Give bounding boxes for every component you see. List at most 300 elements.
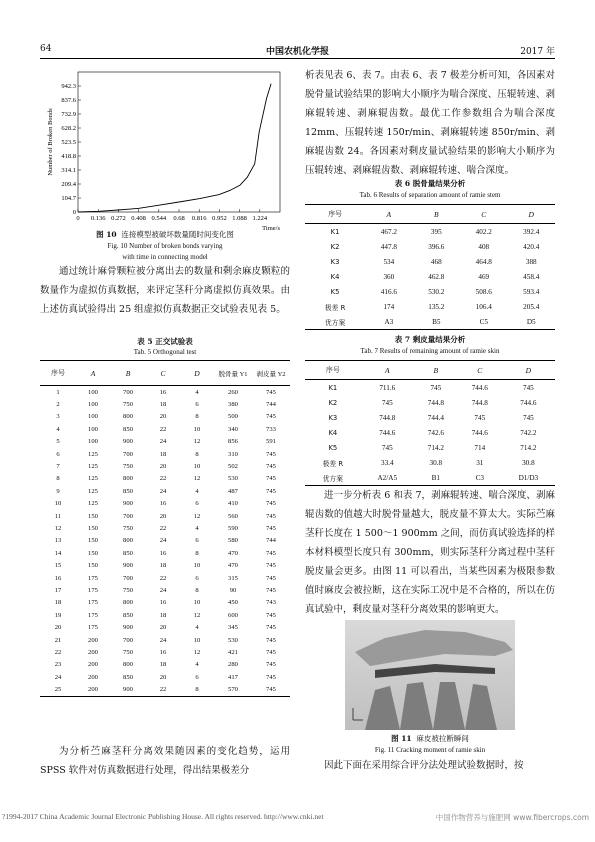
table-cell: 750	[123, 648, 133, 656]
table-cell: 12	[193, 648, 201, 656]
x-tick-label: 1.224	[252, 215, 268, 222]
table-row	[40, 547, 290, 559]
table-row	[40, 436, 290, 448]
table-cell: 392.4	[523, 227, 540, 236]
plot-frame	[78, 72, 280, 212]
table-cell: 450	[228, 599, 238, 607]
table-cell: 714	[474, 443, 486, 452]
table-row	[305, 224, 555, 240]
table-cell: 4	[195, 624, 199, 632]
table-cell: 4	[195, 661, 199, 669]
table-cell: 16	[159, 648, 167, 656]
table-row	[40, 498, 290, 510]
table-row	[305, 440, 555, 455]
table-cell: 850	[123, 549, 133, 557]
table-cell: 6	[195, 574, 199, 582]
table-cell: 745	[266, 673, 276, 681]
table-cell: 8	[56, 475, 60, 483]
table-row	[40, 460, 290, 472]
table-cell: 800	[123, 599, 133, 607]
table7-header: 序号	[325, 366, 340, 374]
table-row	[40, 485, 290, 497]
table-cell: 1	[56, 388, 60, 396]
table-cell: 750	[123, 524, 133, 532]
table-cell: 22	[159, 475, 167, 483]
table-cell: 24	[54, 673, 62, 681]
table-cell: 745	[266, 475, 276, 483]
table6-title-cn: 表 6 脱骨量结果分析	[394, 179, 466, 188]
table-cell: 580	[228, 537, 238, 545]
table-cell: 极差 R	[324, 303, 346, 312]
table-row	[40, 411, 290, 423]
table-cell: 10	[54, 500, 62, 508]
table-cell: 8	[195, 586, 199, 594]
fig10-caption-en-1: Fig. 10 Number of broken bonds varying	[107, 242, 223, 250]
table-cell: 22	[54, 648, 62, 656]
table-cell: 744.8	[471, 398, 488, 407]
y-tick-label: 418.8	[61, 153, 76, 160]
table7-header: C	[477, 365, 483, 375]
table-cell: 744.6	[471, 428, 488, 437]
table-cell: 600	[228, 611, 238, 619]
table-cell: 750	[123, 401, 133, 409]
x-tick-label: 0.544	[151, 215, 167, 222]
table-cell: 5	[56, 438, 60, 446]
table-cell: 6	[56, 450, 60, 458]
table-cell: 745	[266, 648, 276, 656]
table-cell: 744.8	[379, 413, 396, 422]
table-cell: 464.8	[475, 257, 492, 266]
right-paragraph-2: 进一步分析表 6 和表 7，剥麻辊转速、喘合深度、剥麻辊齿数的值越大时脱骨量越大，脱皮量不算太大。实际苎麻茎秆长度在 1 500～1 900mm 之间，而仿真试验选择的样本材料模型长度只有 300mm，则实际茎秆分离过程中茎秆脱皮量会更多。由图 11 可以看出，当某些因素为极限参数值时麻皮会被拉断，这在实际工况中是不合格的，所以在仿真试验中，剩皮量对茎秆分离效果的影响更大。	[305, 490, 555, 615]
table-cell: 15	[54, 562, 62, 570]
t5-header-y2: 剥皮量 Y2	[256, 370, 286, 378]
table-cell: 487	[228, 487, 238, 495]
table-cell: K5	[328, 443, 338, 452]
table-cell: 175	[88, 611, 98, 619]
fig10-caption-cn	[45, 229, 285, 240]
table-row	[305, 410, 555, 425]
table-cell: 21	[54, 636, 62, 644]
table-cell: 24	[159, 487, 167, 495]
table-cell: K3	[330, 257, 340, 266]
table-cell: 6	[195, 401, 199, 409]
table-cell: 345	[228, 624, 238, 632]
table-cell: 175	[88, 599, 98, 607]
table-cell: K3	[328, 413, 338, 422]
table-cell: 125	[88, 487, 98, 495]
table-cell: 850	[123, 487, 133, 495]
table-cell: 530	[228, 475, 238, 483]
table-cell: 14	[54, 549, 62, 557]
table-cell: 18	[159, 562, 167, 570]
table-cell: 8	[195, 686, 199, 694]
table-cell: 900	[123, 686, 133, 694]
table-cell: 421	[228, 648, 238, 656]
y-tick-label: 104.7	[61, 195, 76, 202]
table-cell: A3	[384, 317, 394, 326]
x-tick-label: 0.408	[131, 215, 146, 222]
table-cell: 900	[123, 562, 133, 570]
table-cell: 100	[88, 413, 98, 421]
table-row	[40, 448, 290, 460]
fig11-title-cn: 麻皮被拉断瞬间	[416, 734, 469, 743]
table-cell: 470	[228, 549, 238, 557]
table-row	[40, 398, 290, 410]
table-cell: 711.6	[379, 383, 396, 392]
table-cell: 22	[159, 524, 167, 532]
table-cell: 16	[54, 574, 62, 582]
journal-name: 中国农机化学报	[265, 47, 329, 57]
table-cell: 20	[159, 624, 167, 632]
table-cell: 100	[88, 401, 98, 409]
table-cell: 24	[159, 636, 167, 644]
y-tick-label: 523.5	[61, 139, 76, 146]
table-row	[40, 584, 290, 596]
table-cell: 590	[228, 524, 238, 532]
table-cell: 20	[159, 673, 167, 681]
table-cell: 743	[266, 599, 276, 607]
table-cell: 200	[88, 661, 98, 669]
table-cell: 200	[88, 636, 98, 644]
table-cell: 150	[88, 524, 98, 532]
table-cell: 10	[193, 599, 201, 607]
table-cell: K5	[330, 287, 340, 296]
table6-header: C	[481, 209, 487, 219]
table-row	[40, 522, 290, 534]
table-row	[305, 455, 555, 470]
table-cell: 20	[54, 624, 62, 632]
table-cell: 19	[54, 611, 62, 619]
table6-header: D	[528, 209, 534, 219]
fig11-image	[345, 620, 515, 730]
series-line	[78, 84, 271, 212]
x-tick-label: 0	[76, 215, 80, 222]
table-row	[305, 380, 555, 396]
table-cell: 900	[123, 624, 133, 632]
table-cell: B1	[431, 473, 441, 482]
table-cell: 135.2	[428, 302, 445, 311]
y-tick-label: 942.3	[61, 83, 76, 90]
table-cell: D1/D3	[518, 473, 539, 482]
fig10-chart	[40, 62, 290, 234]
table-cell: 745	[522, 383, 534, 392]
table-cell: 22	[159, 686, 167, 694]
table-cell: 20	[159, 463, 167, 471]
table-cell: 7	[56, 463, 60, 471]
table-cell: 745	[266, 661, 276, 669]
right-paragraph-3: 因此下面在采用综合评分法处理试验数据时，按	[324, 760, 524, 771]
table-cell: 优方案	[322, 474, 344, 483]
table-cell: 205.4	[523, 302, 540, 311]
table-cell: 800	[123, 537, 133, 545]
table-cell: 745	[266, 388, 276, 396]
table-cell: 24	[159, 537, 167, 545]
page-number: 64	[40, 44, 52, 54]
table-cell: 900	[123, 438, 133, 446]
table-cell: 714.2	[427, 443, 444, 452]
table-cell: 420.4	[523, 242, 540, 251]
table-cell: 360	[383, 272, 395, 281]
t5-header-no: 序号	[51, 369, 65, 377]
table-cell: 745	[381, 443, 393, 452]
table-cell: 17	[54, 586, 62, 594]
fig10-caption-en-2: with time in connecting model	[122, 253, 208, 261]
table-cell: 12	[193, 475, 201, 483]
table-cell: K2	[328, 398, 338, 407]
fig11-number: 图 11	[391, 734, 412, 743]
table-cell: C5	[479, 317, 488, 326]
table-cell: 10	[193, 636, 201, 644]
table-cell: 745	[266, 487, 276, 495]
table-cell: 742.2	[520, 428, 537, 437]
table-cell: 4	[195, 487, 199, 495]
table-cell: 700	[123, 574, 133, 582]
table-cell: 125	[88, 500, 98, 508]
x-axis-unit: Time/s	[262, 225, 280, 232]
table-cell: 745	[266, 686, 276, 694]
table-cell: K1	[328, 383, 338, 392]
table-cell: 745	[381, 398, 393, 407]
y-tick-label: 732.9	[61, 111, 76, 118]
table-cell: 4	[195, 388, 199, 396]
table5-title-en: Tab. 5 Orthogonal test	[133, 348, 197, 356]
table-cell: 447.8	[380, 242, 397, 251]
table-cell: 467.2	[380, 227, 397, 236]
table-cell: 458.4	[523, 272, 540, 281]
table-row	[40, 683, 290, 696]
table-cell: 12	[193, 438, 201, 446]
table-cell: 396.6	[428, 242, 445, 251]
table7-title-cn: 表 7 剩皮量结果分析	[394, 335, 466, 344]
fig10-title-cn: 连接模型被破坏数量随时间变化图	[121, 230, 234, 239]
table-cell: 500	[228, 413, 238, 421]
t5-header-y1: 脱骨量 Y1	[218, 370, 248, 378]
table-cell: 125	[88, 475, 98, 483]
table-cell: 745	[266, 524, 276, 532]
table-cell: 23	[54, 661, 62, 669]
fig11-caption-en: Fig. 11 Cracking moment of ramie skin	[374, 746, 486, 754]
table-row	[40, 535, 290, 547]
table-cell: 12	[193, 611, 201, 619]
table-cell: 200	[88, 686, 98, 694]
table-row	[305, 395, 555, 410]
table-cell: C3	[475, 473, 484, 482]
table-cell: 150	[88, 549, 98, 557]
year: 2017 年	[520, 47, 555, 57]
table-cell: 18	[159, 450, 167, 458]
table-cell: 6	[195, 500, 199, 508]
table-cell: 30.8	[522, 458, 535, 467]
table6-title-en: Tab. 6 Results of separation amount of ramie stem	[359, 191, 501, 199]
table-cell: 极差 R	[322, 459, 344, 468]
table-cell: 10	[193, 463, 201, 471]
t5-header-d: D	[194, 368, 200, 378]
table-cell: 750	[123, 463, 133, 471]
table-cell: 16	[159, 388, 167, 396]
table-cell: 4	[195, 524, 199, 532]
table-cell: 33.4	[380, 458, 394, 467]
table-row	[40, 572, 290, 584]
table6	[305, 204, 555, 330]
footer-copyright: ?1994-2017 China Academic Journal Electronic Publishing House. All rights reserved. http://www.cnki.net	[2, 812, 324, 821]
y-tick-label: 837.6	[61, 97, 76, 104]
table-cell: K1	[330, 227, 340, 236]
table-cell: 125	[88, 463, 98, 471]
table-row	[305, 314, 555, 330]
table-cell: 745	[266, 450, 276, 458]
table-row	[40, 386, 290, 399]
table-row	[305, 470, 555, 486]
table-cell: 11	[54, 512, 62, 520]
table-cell: 850	[123, 611, 133, 619]
table-cell: 150	[88, 537, 98, 545]
fig10-number: 图 10	[96, 230, 117, 239]
table-cell: 22	[159, 574, 167, 582]
table-cell: K4	[328, 428, 338, 437]
table-cell: 12	[54, 524, 62, 532]
table-cell: 416.6	[380, 287, 397, 296]
table-cell: K2	[330, 242, 340, 251]
table6-header: A	[386, 209, 392, 219]
y-tick-label: 314.1	[61, 167, 76, 174]
table-row	[40, 423, 290, 435]
table-cell: 744.6	[379, 428, 396, 437]
table7-header: D	[525, 365, 532, 375]
table-cell: 90	[229, 586, 237, 594]
table-row	[40, 473, 290, 485]
table7-header: B	[433, 365, 439, 375]
table-cell: 745	[266, 463, 276, 471]
footer-watermark: 中国作物营养与施肥网 www.fibercrops.com	[435, 813, 589, 822]
table-cell: 742.6	[427, 428, 444, 437]
table-cell: 745	[266, 413, 276, 421]
table-cell: 591	[266, 438, 276, 446]
table-cell: 700	[123, 512, 133, 520]
table-row	[305, 425, 555, 440]
table-cell: 502	[228, 463, 238, 471]
table-cell: 3	[56, 413, 60, 421]
table-row	[305, 299, 555, 314]
table-row	[40, 634, 290, 646]
table-cell: 6	[195, 537, 199, 545]
table-cell: 395	[430, 227, 442, 236]
table-cell: 700	[123, 450, 133, 458]
table-cell: 8	[195, 413, 199, 421]
table-cell: 315	[228, 574, 238, 582]
table-cell: 744.8	[427, 398, 444, 407]
table-cell: 388	[525, 257, 537, 266]
table-cell: 468	[430, 257, 442, 266]
table-cell: 800	[123, 475, 133, 483]
table-cell: 200	[88, 673, 98, 681]
table-cell: 340	[228, 425, 238, 433]
t5-header-b: B	[125, 368, 131, 378]
table-cell: 745	[266, 624, 276, 632]
table-cell: 745	[266, 500, 276, 508]
table7-header: A	[384, 365, 390, 375]
table-row	[305, 254, 555, 269]
right-paragraph-1: 析表见表 6、表 7。由表 6、表 7 极差分析可知，各因素对脱骨量试验结果的影响大小顺序为喘合深度、压辊转速、剥麻辊转速、剥麻辊齿数。最优工作参数组合为喘合深度 12mm、压辊转速 150r/min、剥麻辊转速 850r/min、剥麻辊齿数 24。各因素对剩皮量试验结果的影响大小顺序为压辊转速、剥麻辊齿数、剥麻辊转速、喘合深度。	[305, 70, 555, 176]
table-cell: 744	[266, 537, 276, 545]
table-cell: 310	[228, 450, 238, 458]
table-cell: 10	[193, 562, 201, 570]
table-cell: 280	[228, 661, 238, 669]
y-tick-label: 209.4	[61, 181, 76, 188]
table-cell: 744.4	[427, 413, 444, 422]
table-cell: 18	[159, 661, 167, 669]
table-cell: 408	[478, 242, 490, 251]
table-cell: 100	[88, 425, 98, 433]
table-cell: 31	[476, 458, 484, 467]
x-tick-label: 0.816	[191, 215, 207, 222]
table-cell: 750	[123, 586, 133, 594]
table-row	[40, 621, 290, 633]
table-row	[40, 559, 290, 571]
header-rule	[40, 58, 555, 59]
table-cell: 900	[123, 500, 133, 508]
table-cell: 560	[228, 512, 238, 520]
table-cell: 6	[195, 673, 199, 681]
table7-title-en: Tab. 7 Results of remaining amount of ramie skin	[360, 347, 500, 355]
table-row	[40, 597, 290, 609]
table-cell: 745	[266, 512, 276, 520]
table-cell: 733	[266, 425, 276, 433]
table-row	[305, 284, 555, 299]
table-cell: 260	[228, 388, 238, 396]
table-cell: 175	[88, 624, 98, 632]
table-cell: 24	[159, 438, 167, 446]
table-cell: 16	[159, 599, 167, 607]
table7	[305, 360, 555, 486]
table-cell: 593.4	[523, 287, 540, 296]
table-cell: B5	[432, 317, 441, 326]
table-cell: 744.6	[520, 398, 537, 407]
x-tick-label: 1.088	[232, 215, 247, 222]
table-cell: 745	[266, 586, 276, 594]
left-paragraph-2: 为分析苎麻茎秆分离效果随因素的变化趋势，运用 SPSS 软件对仿真数据进行处理，得出结果极差分	[40, 746, 290, 776]
table-cell: 16	[159, 549, 167, 557]
table-cell: 24	[159, 586, 167, 594]
table6-header: 序号	[328, 210, 343, 218]
table-cell: 534	[383, 257, 395, 266]
table-cell: 745	[266, 562, 276, 570]
y-tick-label: 0	[72, 209, 76, 216]
table-cell: 8	[195, 450, 199, 458]
t5-header-a: A	[90, 368, 96, 378]
table-row	[40, 646, 290, 658]
x-tick-label: 0.136	[90, 215, 106, 222]
table-cell: 18	[159, 401, 167, 409]
table-cell: 744	[266, 401, 276, 409]
table-cell: 25	[54, 686, 62, 694]
table-cell: 4	[56, 425, 60, 433]
table-row	[40, 510, 290, 522]
table-cell: 508.6	[475, 287, 492, 296]
table5	[40, 360, 290, 697]
table-cell: 10	[193, 425, 201, 433]
table-cell: 106.4	[475, 302, 492, 311]
table-cell: 100	[88, 388, 98, 396]
table-cell: 30.8	[429, 458, 443, 467]
table-cell: 745	[266, 574, 276, 582]
table-row	[40, 671, 290, 683]
table-cell: 469	[478, 272, 490, 281]
table-cell: 2	[56, 401, 60, 409]
table-cell: 530.2	[428, 287, 445, 296]
table-cell: 745	[430, 383, 442, 392]
table-cell: 800	[123, 661, 133, 669]
table-cell: 745	[266, 549, 276, 557]
